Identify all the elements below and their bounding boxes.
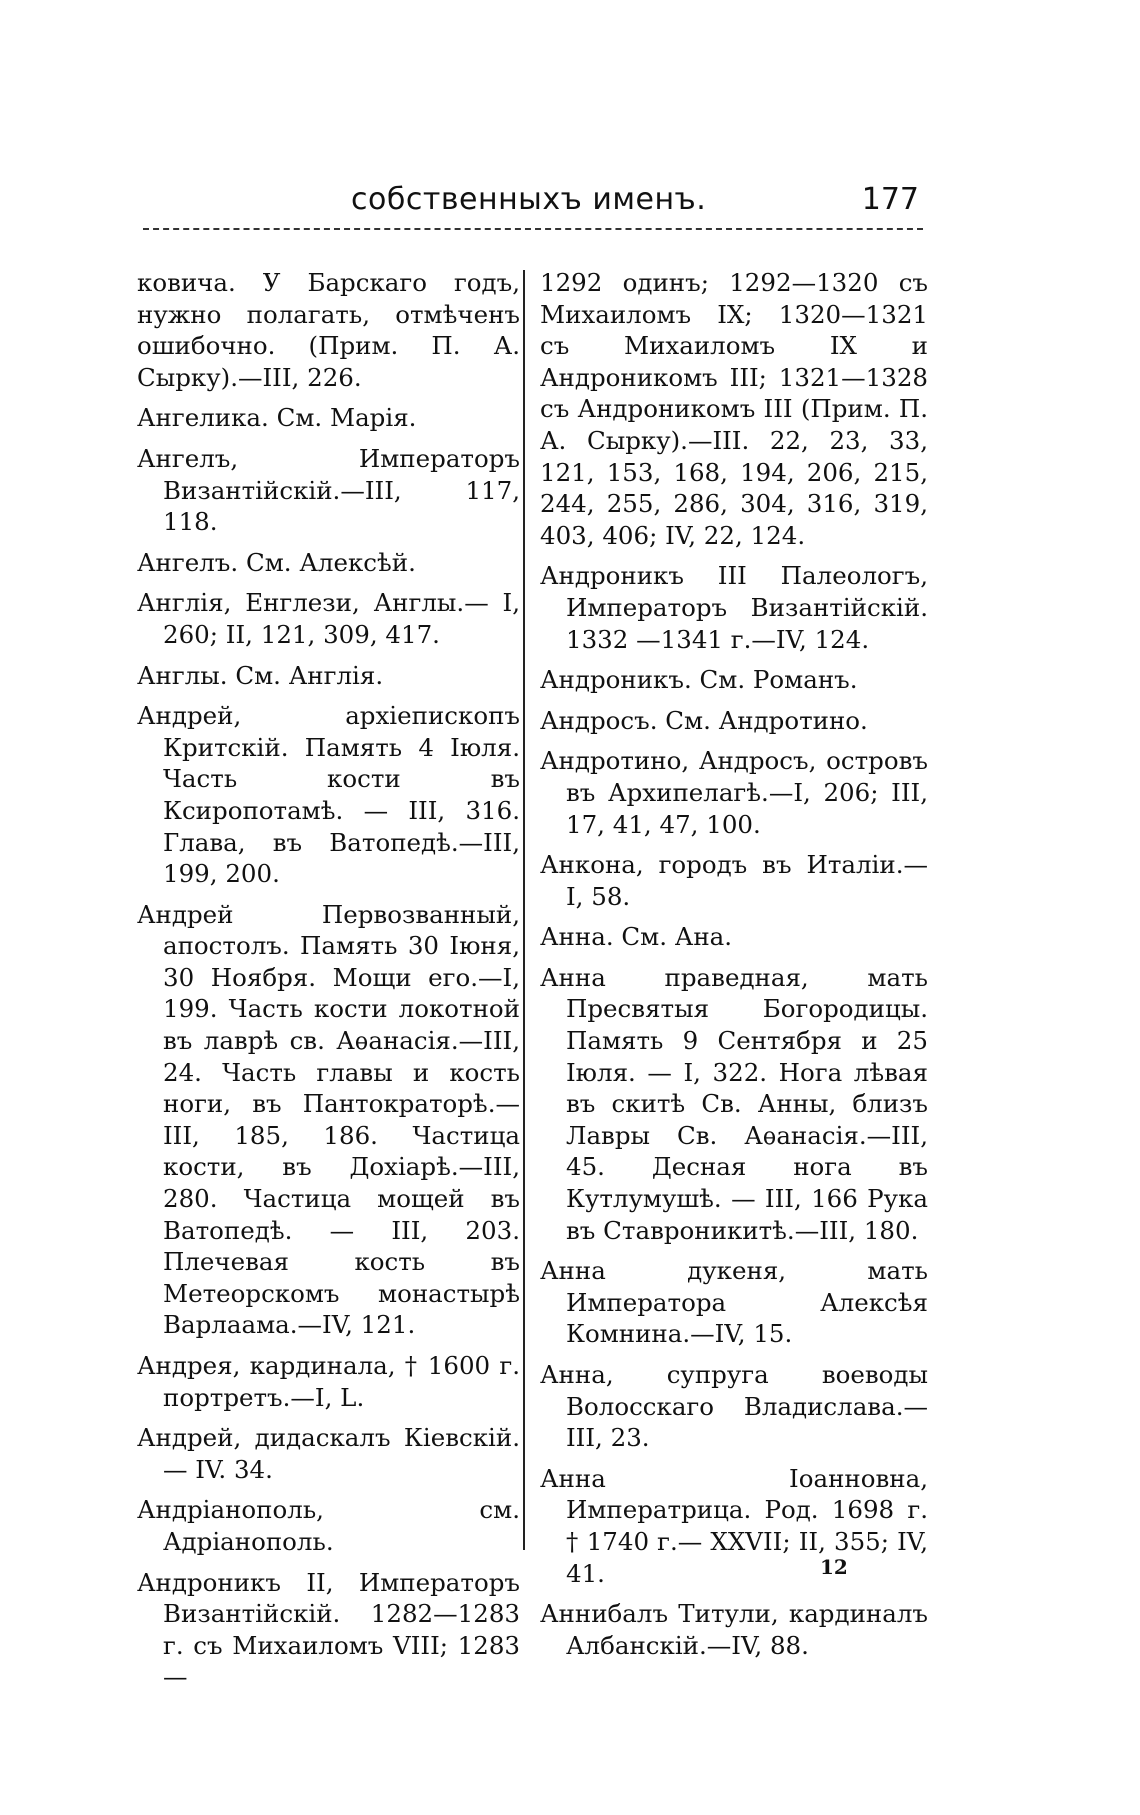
index-entry: Андрей, архіепископъ Критскій. Память 4 Іюля. Часть кости въ Ксиропотамѣ. — III, 316. Глава, въ Ватопедѣ.—III, 199, 200. bbox=[137, 701, 520, 889]
index-entry: Аннибалъ Титули, кардиналъ Албанскій.—IV, 88. bbox=[540, 1599, 928, 1660]
index-entry: Анна Іоанновна, Императрица. Род. 1698 г. † 1740 г.— XXVII; II, 355; IV, 41. bbox=[540, 1463, 928, 1588]
index-entry: Андрея, кардинала, † 1600 г. портретъ.—I, L. bbox=[137, 1351, 520, 1412]
running-header bbox=[143, 180, 923, 226]
page-number: 177 bbox=[861, 182, 919, 217]
index-entry: Англія, Енглези, Англы.— I, 260; II, 121, 309, 417. bbox=[137, 588, 520, 649]
running-title: собственныхъ именъ. bbox=[351, 182, 707, 217]
index-column-left bbox=[137, 267, 520, 1702]
index-entry: Андроникъ. См. Романъ. bbox=[540, 665, 858, 695]
header-rule bbox=[143, 228, 923, 230]
index-entry: Ангелъ, Императоръ Византійскій.—III, 117, 118. bbox=[137, 443, 520, 537]
index-entry: Англы. См. Англія. bbox=[137, 660, 384, 690]
index-entry-continued: 1292 одинъ; 1292—1320 съ Михаиломъ IX; 1320—1321 съ Михаиломъ IX и Андроникомъ III; 1321—1328 съ Андроникомъ III (Прим. П. А. Сырку).—III. 22, 23, 33, 121, 153, 168, 194, 206, 215, 244, 255, 286, 304, 316, 319, 403, 406; IV, 22, 124. bbox=[540, 268, 928, 550]
index-entry: Андріанополь, см. Адріанополь. bbox=[137, 1495, 520, 1556]
index-entry: Анна праведная, мать Пресвятыя Богородицы. Память 9 Сентября и 25 Іюля. — I, 322. Нога лѣвая въ скитѣ Св. Анны, близъ Лавры Св. Аѳанасія.—III, 45. Десная нога въ Кутлумушѣ. — III, 166 Рука въ Ставроникитѣ.—III, 180. bbox=[540, 962, 928, 1245]
index-entry: Анна, супруга воеводы Волосскаго Владислава.—III, 23. bbox=[540, 1360, 928, 1453]
index-entry: Ангелъ. См. Алексѣй. bbox=[137, 547, 416, 577]
index-entry: Андросъ. См. Андротино. bbox=[540, 705, 868, 735]
index-entry: Анна дукеня, мать Императора Алексѣя Комнина.—IV, 15. bbox=[540, 1256, 928, 1349]
column-divider bbox=[523, 270, 525, 1550]
index-column-right bbox=[540, 267, 928, 1670]
index-entry-continued: ковича. У Барскаго годъ, нужно полагать, отмѣченъ ошибочно. (Прим. П. А. Сырку).—III, 226. bbox=[137, 268, 520, 392]
index-entry: Анкона, городъ въ Италіи.— I, 58. bbox=[540, 850, 928, 911]
index-entry: Ангелика. См. Марія. bbox=[137, 403, 417, 433]
signature-mark: 12 bbox=[820, 1555, 848, 1579]
index-entry: Андроникъ III Палеологъ, Императоръ Византійскій. 1332 —1341 г.—IV, 124. bbox=[540, 561, 928, 654]
index-entry: Андроникъ II, Императоръ Византійскій. 1282—1283 г. съ Михаиломъ VIII; 1283— bbox=[137, 1567, 520, 1692]
index-entry: Анна. См. Ана. bbox=[540, 922, 733, 952]
index-entry: Андрей Первозванный, апостолъ. Память 30 Іюня, 30 Ноября. Мощи его.—I, 199. Часть кости локотной въ лаврѣ св. Аѳанасія.—III, 24. Часть главы и кость ноги, въ Пантократорѣ.—III, 185, 186. Частица кости, въ Дохіарѣ.—III, 280. Частица мощей въ Ватопедѣ. — III, 203. Плечевая кость въ Метеорскомъ монастырѣ Варлаама.—IV, 121. bbox=[137, 899, 520, 1340]
index-entry: Андрей, дидаскалъ Кіевскій.— IV. 34. bbox=[137, 1423, 520, 1484]
index-entry: Андротино, Андросъ, островъ въ Архипелагѣ.—I, 206; III, 17, 41, 47, 100. bbox=[540, 746, 928, 839]
